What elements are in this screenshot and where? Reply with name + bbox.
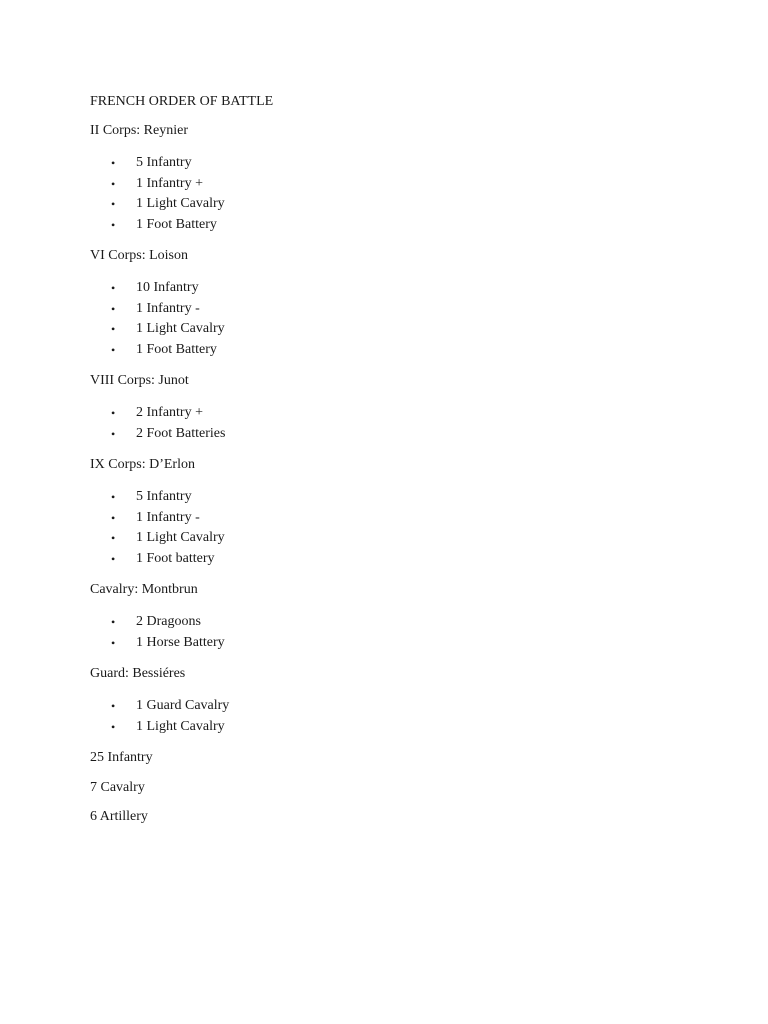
corps-heading: VIII Corps: Junot xyxy=(90,373,189,388)
unit-list-item xyxy=(90,717,690,738)
unit-list xyxy=(90,612,690,653)
unit-label: 1 Foot battery xyxy=(136,550,215,566)
unit-list-item xyxy=(90,696,690,717)
unit-list-item xyxy=(90,174,690,195)
unit-list-item xyxy=(90,340,690,361)
unit-list-item xyxy=(90,215,690,236)
corps-section xyxy=(90,581,690,653)
bullet-icon: • xyxy=(111,531,116,545)
unit-list xyxy=(90,487,690,569)
bullet-icon: • xyxy=(111,719,116,734)
unit-list-item xyxy=(90,194,690,215)
corps-section xyxy=(90,665,690,737)
unit-list-item xyxy=(90,403,690,424)
corps-heading: II Corps: Reynier xyxy=(90,123,188,138)
unit-label: 1 Guard Cavalry xyxy=(136,698,230,713)
unit-label: 1 Light Cavalry xyxy=(136,718,225,734)
bullet-icon: • xyxy=(111,217,116,232)
corps-section xyxy=(90,247,690,360)
unit-label: 5 Infantry xyxy=(136,489,192,504)
unit-list xyxy=(90,696,690,737)
unit-label: 1 Light Cavalry xyxy=(136,196,225,211)
bullet-icon: • xyxy=(111,156,116,170)
unit-list xyxy=(90,403,690,444)
corps-section xyxy=(90,456,690,569)
bullet-icon: • xyxy=(111,490,116,504)
corps-section xyxy=(90,122,690,235)
unit-label: 1 Foot Battery xyxy=(136,341,217,357)
unit-label: 10 Infantry xyxy=(136,280,199,295)
unit-list-item xyxy=(90,612,690,633)
bullet-icon: • xyxy=(111,342,116,357)
bullet-icon: • xyxy=(111,510,116,525)
bullet-icon: • xyxy=(111,615,116,629)
bullet-icon: • xyxy=(111,322,116,336)
unit-label: 1 Infantry - xyxy=(136,509,200,525)
corps-section xyxy=(90,372,690,444)
unit-label: 5 Infantry xyxy=(136,155,192,170)
totals-section xyxy=(90,749,690,826)
document-title: FRENCH ORDER OF BATTLE xyxy=(90,94,274,109)
unit-label: 2 Dragoons xyxy=(136,614,201,629)
unit-label: 1 Infantry + xyxy=(136,175,203,191)
corps-heading: Guard: Bessiéres xyxy=(90,666,186,681)
unit-list-item xyxy=(90,424,690,445)
corps-heading: Cavalry: Montbrun xyxy=(90,582,198,597)
total-line: 7 Cavalry xyxy=(90,779,145,795)
bullet-icon: • xyxy=(111,699,116,713)
unit-list-item xyxy=(90,508,690,529)
unit-list-item xyxy=(90,487,690,508)
unit-label: 1 Infantry - xyxy=(136,300,200,316)
unit-label: 2 Foot Batteries xyxy=(136,425,226,441)
unit-list-item xyxy=(90,633,690,654)
unit-list-item xyxy=(90,549,690,570)
unit-list xyxy=(90,153,690,235)
total-line: 6 Artillery xyxy=(90,809,148,824)
unit-list-item xyxy=(90,299,690,320)
corps-list xyxy=(90,122,690,737)
unit-label: 1 Light Cavalry xyxy=(136,530,225,545)
unit-list xyxy=(90,278,690,360)
unit-label: 1 Foot Battery xyxy=(136,216,217,232)
bullet-icon: • xyxy=(111,426,116,441)
bullet-icon: • xyxy=(111,301,116,316)
unit-label: 1 Light Cavalry xyxy=(136,321,225,336)
bullet-icon: • xyxy=(111,635,116,650)
unit-list-item xyxy=(90,528,690,549)
bullet-icon: • xyxy=(111,551,116,566)
unit-label: 2 Infantry + xyxy=(136,405,203,420)
corps-heading: VI Corps: Loison xyxy=(90,248,188,263)
bullet-icon: • xyxy=(111,176,116,191)
bullet-icon: • xyxy=(111,406,116,420)
bullet-icon: • xyxy=(111,197,116,211)
unit-list-item xyxy=(90,319,690,340)
total-line: 25 Infantry xyxy=(90,750,153,765)
corps-heading: IX Corps: D’Erlon xyxy=(90,457,195,472)
document-body xyxy=(90,93,690,838)
unit-label: 1 Horse Battery xyxy=(136,634,225,650)
unit-list-item xyxy=(90,153,690,174)
bullet-icon: • xyxy=(111,281,116,295)
unit-list-item xyxy=(90,278,690,299)
